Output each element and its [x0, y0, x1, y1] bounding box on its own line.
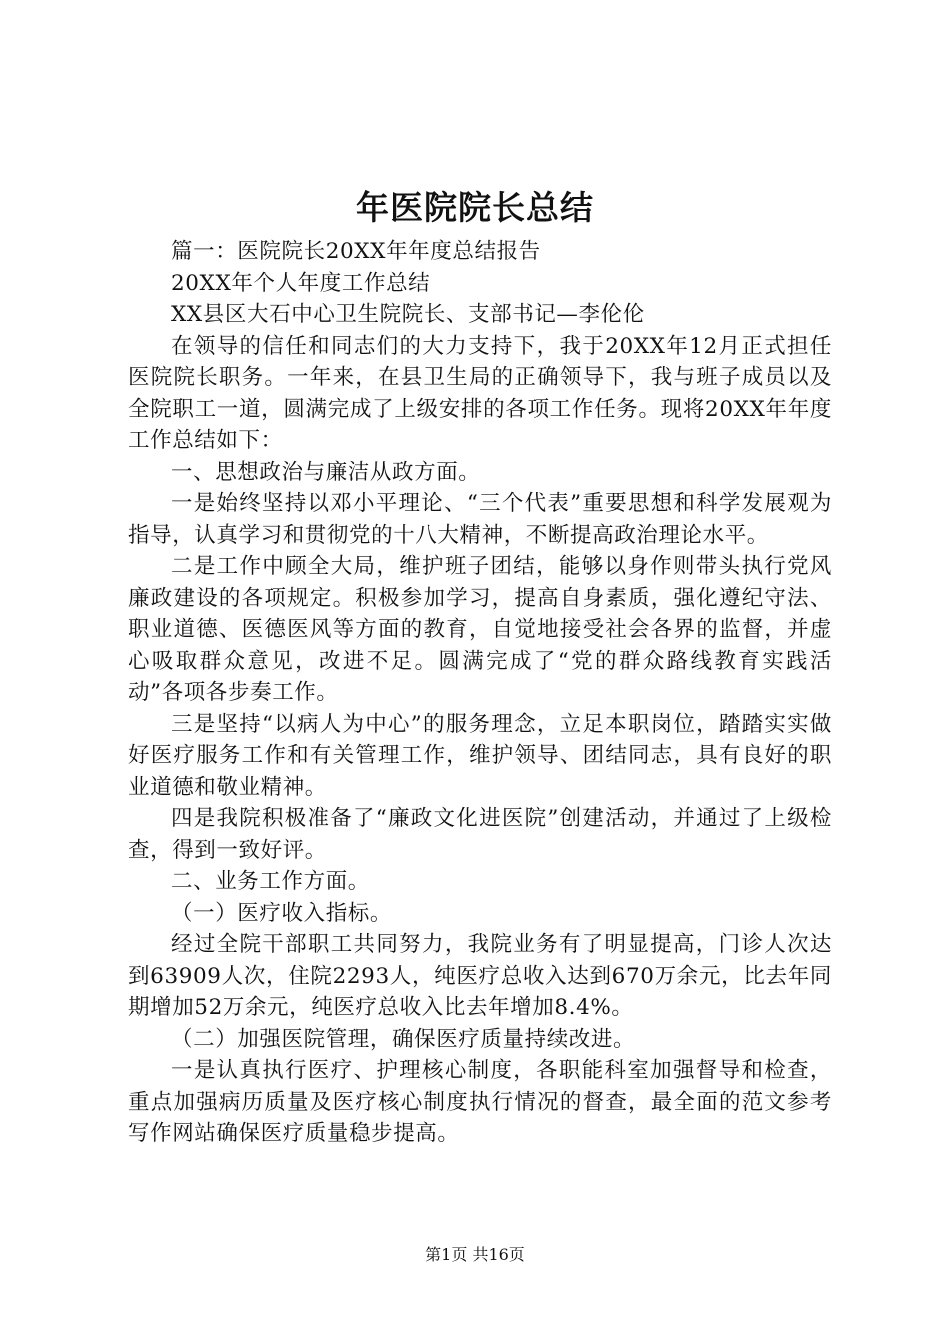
paragraph-heading-business: 二、业务工作方面。 [171, 869, 370, 894]
paragraph-subheading-income: （一）医疗收入指标。 [171, 900, 393, 926]
paragraph-report-title: 20XX年个人年度工作总结 [171, 270, 431, 296]
paragraph-point-1: 一是始终坚持以邓小平理论、“三个代表”重要思想和科学发展观为指导，认真学习和贯彻党的十八大精神，不断提高政治理论水平。 [128, 491, 832, 548]
page-number-footer: 第1页 共16页 [425, 1245, 525, 1264]
paragraph-intro: 在领导的信任和同志们的大力支持下，我于20XX年12月正式担任医院院长职务。一年来，在县卫生局的正确领导下，我与班子成员以及全院职工一道，圆满完成了上级安排的各项工作任务。现将20XX年年度工作总结如下： [128, 333, 832, 453]
paragraph-management-point-1: 一是认真执行医疗、护理核心制度，各职能科室加强督导和检查，重点加强病历质量及医疗核心制度执行情况的督查，最全面的范文参考写作网站确保医疗质量稳步提高。 [128, 1058, 832, 1146]
document-title: 年医院院长总结 [356, 188, 594, 227]
paragraph-point-2: 二是工作中顾全大局，维护班子团结，能够以身作则带头执行党风廉政建设的各项规定。积极参加学习，提高自身素质，强化遵纪守法、职业道德、医德医风等方面的教育，自觉地接受社会各界的监督，并虚心吸取群众意见，改进不足。圆满完成了“党的群众路线教育实践活动”各项各步奏工作。 [128, 554, 832, 705]
paragraph-author: XX县区大石中心卫生院院长、支部书记—李伦伦 [171, 302, 645, 327]
paragraph-point-3: 三是坚持“以病人为中心”的服务理念，立足本职岗位，踏踏实实做好医疗服务工作和有关管理工作，维护领导、团结同志，具有良好的职业道德和敬业精神。 [128, 711, 832, 800]
paragraph-section-heading: 篇一：医院院长20XX年年度总结报告 [171, 239, 541, 264]
paragraph-subheading-management: （二）加强医院管理，确保医疗质量持续改进。 [171, 1026, 636, 1052]
paragraph-income-details: 经过全院干部职工共同努力，我院业务有了明显提高，门诊人次达到63909人次，住院2293人，纯医疗总收入达到670万余元，比去年同期增加52万余元，纯医疗总收入比去年增加8.4%。 [128, 932, 832, 1020]
paragraph-heading-political: 一、思想政治与廉洁从政方面。 [171, 459, 481, 485]
paragraph-point-4: 四是我院积极准备了“廉政文化进医院”创建活动，并通过了上级检查，得到一致好评。 [128, 806, 832, 863]
document-body [128, 236, 832, 1150]
